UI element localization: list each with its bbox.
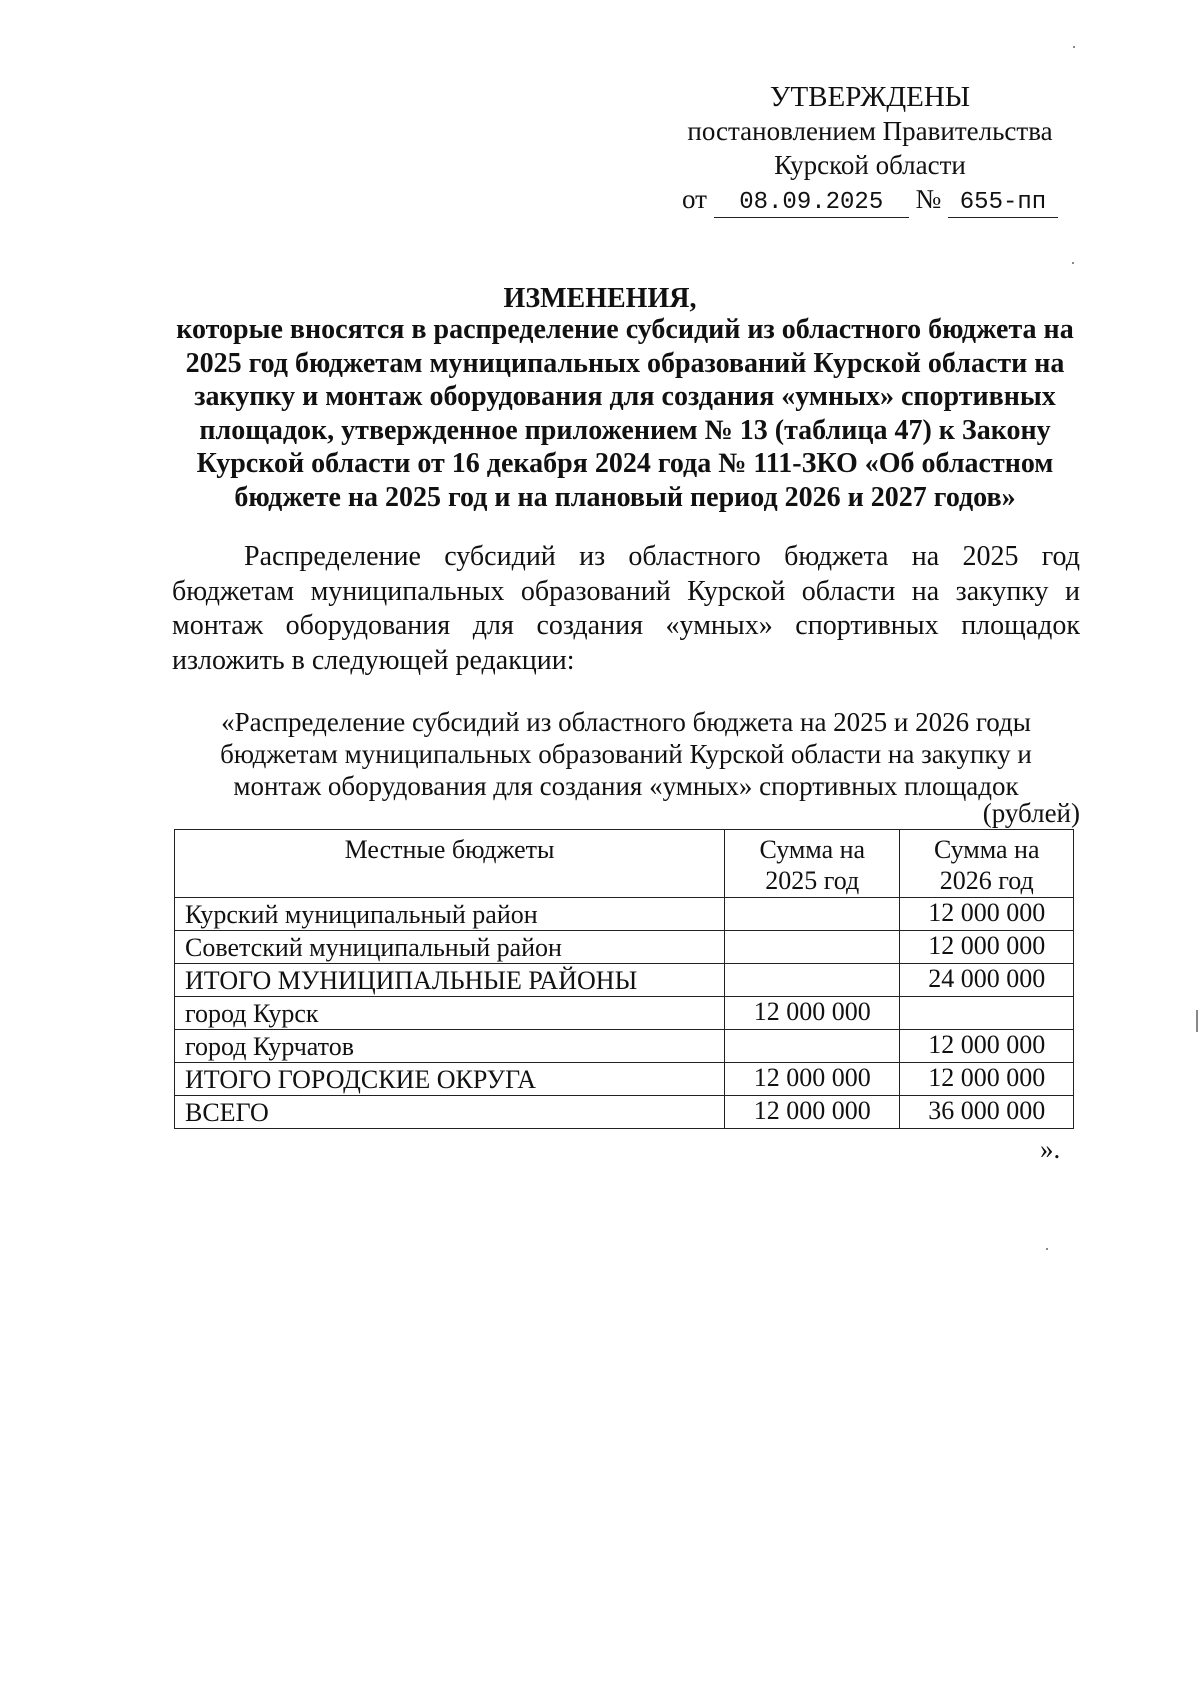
row-sum-2025 bbox=[725, 931, 900, 964]
header-local-budgets: Местные бюджеты bbox=[175, 830, 725, 898]
row-sum-2025: 12 000 000 bbox=[725, 1096, 900, 1129]
closing-quote: ». bbox=[1040, 1134, 1061, 1164]
table-row bbox=[175, 997, 1074, 1030]
header-sum-2026 bbox=[900, 830, 1074, 898]
document-subtitle: которые вносятся в распределение субсидий из областного бюджета на 2025 год бюджетам муниципальных образований Курской области на закупку и монтаж оборудования для создания «умных» спортивных площадок, утвержденное приложением № 13 (таблица 47) к Закону Курской области от 16 декабря 2024 года № 111-ЗКО «Об областном бюджете на 2025 год и на плановый период 2026 и 2027 годов» bbox=[176, 314, 1074, 513]
row-sum-2025 bbox=[725, 1030, 900, 1063]
header-sum-2026-line-2: 2026 год bbox=[939, 866, 1034, 895]
header-sum-2025 bbox=[725, 830, 900, 898]
scan-speck bbox=[1046, 1248, 1048, 1250]
document-number: 655-пп bbox=[948, 189, 1058, 218]
subsidy-table bbox=[174, 829, 1074, 1129]
header-sum-2025-line-1: Сумма на bbox=[759, 835, 866, 864]
body-paragraph: Распределение субсидий из областного бюджета на 2025 год бюджетам муниципальных образований Курской области на закупку и монтаж оборудования для создания «умных» спортивных площадок изложить в следующей редакции: bbox=[172, 541, 1080, 676]
header-sum-2025-line-2: 2025 год bbox=[765, 866, 860, 895]
approval-line-1: постановлением Правительства bbox=[687, 116, 1053, 146]
row-name: город Курск bbox=[175, 997, 725, 1030]
row-sum-2026: 24 000 000 bbox=[900, 964, 1074, 997]
quoted-title-line-3: монтаж оборудования для создания «умных» спортивных площадок bbox=[233, 771, 1019, 801]
table-row bbox=[175, 931, 1074, 964]
from-label: от bbox=[682, 184, 707, 214]
approval-block bbox=[660, 80, 1080, 218]
row-sum-2025 bbox=[725, 964, 900, 997]
row-sum-2026: 12 000 000 bbox=[900, 931, 1074, 964]
row-sum-2026: 36 000 000 bbox=[900, 1096, 1074, 1129]
quoted-title-line-2: бюджетам муниципальных образований Курской области на закупку и bbox=[220, 739, 1032, 769]
registration-line bbox=[660, 182, 1080, 218]
table-header-row bbox=[175, 830, 1074, 898]
unit-label: (рублей) bbox=[982, 798, 1080, 828]
scan-speck bbox=[1196, 1010, 1198, 1032]
table-row bbox=[175, 964, 1074, 997]
row-name: Курский муниципальный район bbox=[175, 898, 725, 931]
table-row bbox=[175, 898, 1074, 931]
row-sum-2025: 12 000 000 bbox=[725, 997, 900, 1030]
row-name: город Курчатов bbox=[175, 1030, 725, 1063]
table-row bbox=[175, 1096, 1074, 1129]
row-sum-2025: 12 000 000 bbox=[725, 1063, 900, 1096]
row-name: ИТОГО МУНИЦИПАЛЬНЫЕ РАЙОНЫ bbox=[175, 964, 725, 997]
document-title: ИЗМЕНЕНИЯ, bbox=[503, 283, 697, 314]
row-sum-2026: 12 000 000 bbox=[900, 1030, 1074, 1063]
document-date: 08.09.2025 bbox=[714, 189, 909, 218]
row-sum-2026: 12 000 000 bbox=[900, 898, 1074, 931]
scan-speck bbox=[1073, 46, 1075, 48]
number-label: № bbox=[915, 184, 942, 214]
row-name: Советский муниципальный район bbox=[175, 931, 725, 964]
row-sum-2026: 12 000 000 bbox=[900, 1063, 1074, 1096]
scan-speck bbox=[1072, 262, 1074, 264]
table-row bbox=[175, 1063, 1074, 1096]
row-name: ВСЕГО bbox=[175, 1096, 725, 1129]
header-sum-2026-line-1: Сумма на bbox=[933, 835, 1040, 864]
row-name: ИТОГО ГОРОДСКИЕ ОКРУГА bbox=[175, 1063, 725, 1096]
row-sum-2025 bbox=[725, 898, 900, 931]
table-row bbox=[175, 1030, 1074, 1063]
row-sum-2026 bbox=[900, 997, 1074, 1030]
approved-label: УТВЕРЖДЕНЫ bbox=[769, 81, 971, 113]
approval-line-2: Курской области bbox=[774, 150, 966, 180]
quoted-table-title bbox=[172, 706, 1080, 802]
quoted-title-line-1: «Распределение субсидий из областного бюджета на 2025 и 2026 годы bbox=[221, 707, 1031, 737]
